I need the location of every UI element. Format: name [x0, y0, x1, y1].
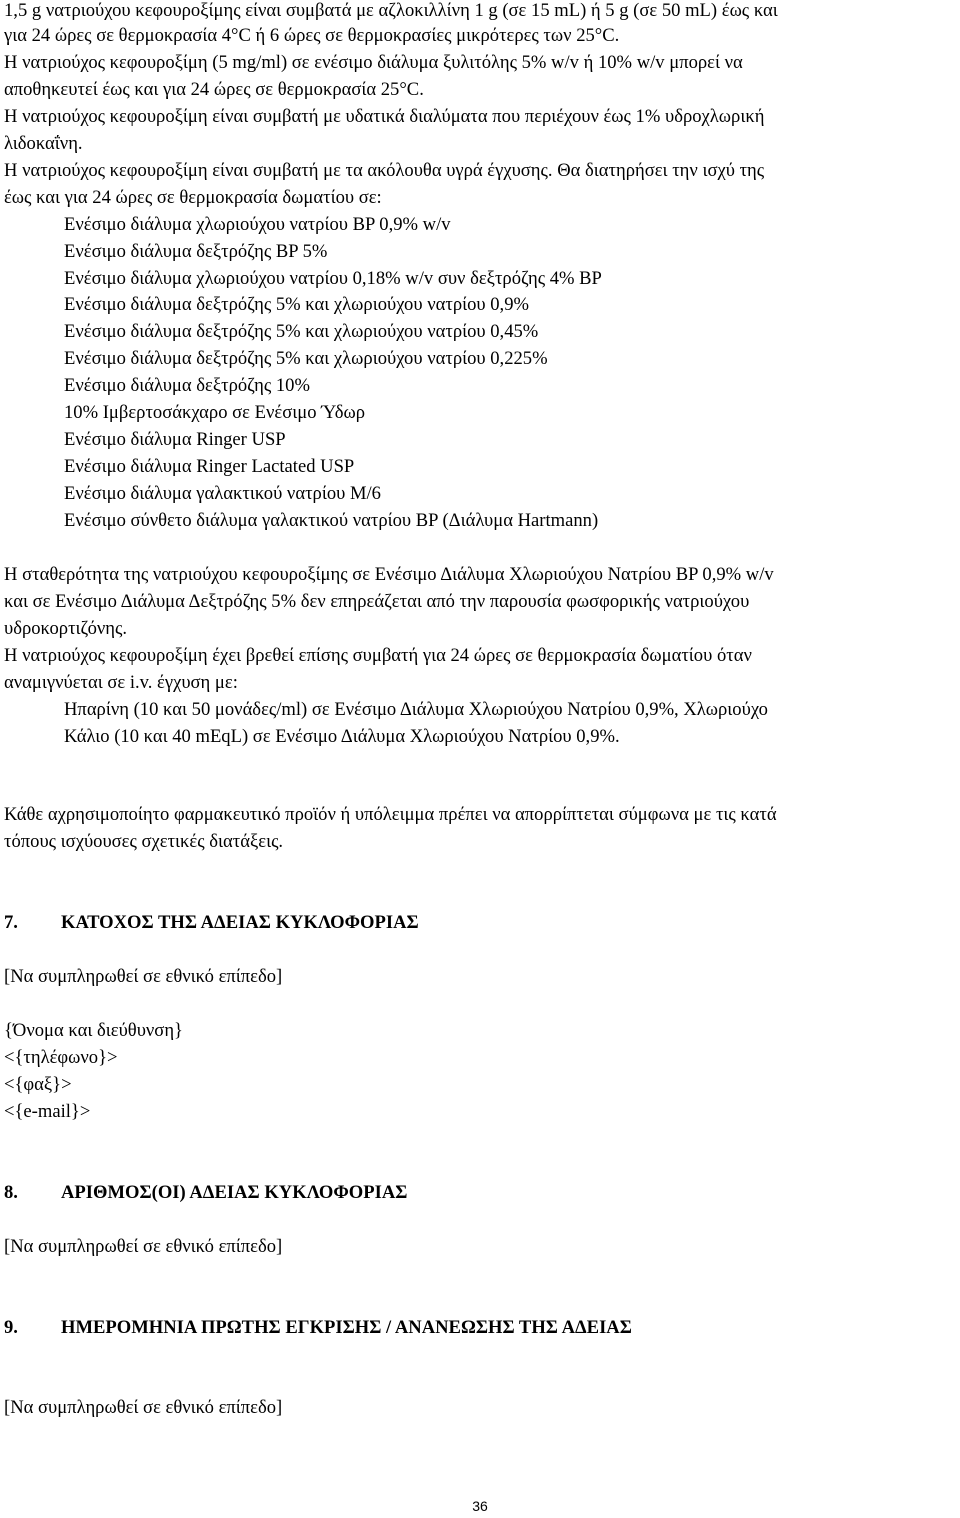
text-line: Η νατριούχος κεφουροξίμη είναι συμβατή με τα ακόλουθα υγρά έγχυσης. Θα διατηρήσει την ισχύ της — [4, 160, 765, 181]
list-item: Κάλιο (10 και 40 mEqL) σε Ενέσιμο Διάλυμα Χλωριούχου Νατρίου 0,9%. — [64, 726, 620, 747]
text-line: Η νατριούχος κεφουροξίμη (5 mg/ml) σε ενέσιμο διάλυμα ξυλιτόλης 5% w/v ή 10% w/v μπορεί να — [4, 52, 743, 73]
list-item: Ενέσιμο σύνθετο διάλυμα γαλακτικού νατρίου BP (Διάλυμα Hartmann) — [64, 510, 599, 531]
list-item: 10% Ιμβερτοσάκχαρο σε Ενέσιμο Ύδωρ — [64, 402, 366, 423]
section-number: 7. — [4, 912, 18, 933]
text-line: λιδοκαΐνη. — [4, 133, 83, 154]
list-item: Ενέσιμο διάλυμα χλωριούχου νατρίου BP 0,9% w/v — [64, 214, 451, 235]
section-number: 8. — [4, 1182, 18, 1203]
section-heading — [4, 1180, 407, 1206]
list-item: Ενέσιμο διάλυμα δεξτρόζης 10% — [64, 375, 310, 396]
contact-line: <{τηλέφωνο}> — [4, 1047, 118, 1068]
section-number: 9. — [4, 1317, 18, 1338]
text-line: έως και για 24 ώρες σε θερμοκρασία δωματίου σε: — [4, 187, 382, 208]
text-line: Η νατριούχος κεφουροξίμη είναι συμβατή με υδατικά διαλύματα που περιέχουν έως 1% υδροχλωρική — [4, 106, 765, 127]
section-title: ΗΜΕΡΟΜΗΝΙΑ ΠΡΩΤΗΣ ΕΓΚΡΙΣΗΣ / ΑΝΑΝΕΩΣΗΣ ΤΗΣ ΑΔΕΙΑΣ — [61, 1317, 632, 1338]
section-title: ΑΡΙΘΜΟΣ(ΟΙ) ΑΔΕΙΑΣ ΚΥΚΛΟΦΟΡΙΑΣ — [61, 1182, 408, 1203]
list-item: Ενέσιμο διάλυμα γαλακτικού νατρίου M/6 — [64, 483, 381, 504]
page-number: 36 — [472, 1498, 488, 1514]
placeholder-note: [Να συμπληρωθεί σε εθνικό επίπεδο] — [4, 1397, 283, 1418]
text-line: τόπους ισχύουσες σχετικές διατάξεις. — [4, 831, 284, 852]
text-line: Κάθε αχρησιμοποίητο φαρμακευτικό προϊόν ή υπόλειμμα πρέπει να απορρίπτεται σύμφωνα με τις κατά — [4, 804, 777, 825]
list-item: Ενέσιμο διάλυμα χλωριούχου νατρίου 0,18% w/v συν δεξτρόζης 4% BP — [64, 268, 602, 289]
text-line: 1,5 g νατριούχου κεφουροξίμης είναι συμβατά με αζλοκιλλίνη 1 g (σε 15 mL) ή 5 g (σε 50 mL) έως και — [4, 0, 778, 21]
text-line: και σε Ενέσιμο Διάλυμα Δεξτρόζης 5% δεν επηρεάζεται από την παρουσία φωσφορικής νατριούχου — [4, 591, 750, 612]
placeholder-note: [Να συμπληρωθεί σε εθνικό επίπεδο] — [4, 966, 283, 987]
list-item: Ενέσιμο διάλυμα δεξτρόζης 5% και χλωριούχου νατρίου 0,225% — [64, 348, 548, 369]
list-item: Ενέσιμο διάλυμα Ringer Lactated USP — [64, 456, 355, 477]
section-heading — [4, 910, 419, 936]
list-item: Ενέσιμο διάλυμα Ringer USP — [64, 429, 286, 450]
text-line: Η νατριούχος κεφουροξίμη έχει βρεθεί επίσης συμβατή για 24 ώρες σε θερμοκρασία δωματίου όταν — [4, 645, 752, 666]
contact-line: {Όνομα και διεύθυνση} — [4, 1020, 183, 1041]
section-heading — [4, 1315, 632, 1341]
list-item: Ενέσιμο διάλυμα δεξτρόζης BP 5% — [64, 241, 328, 262]
text-line: αναμιγνύεται σε i.v. έγχυση με: — [4, 672, 238, 693]
text-line: αποθηκευτεί έως και για 24 ώρες σε θερμοκρασία 25°C. — [4, 79, 424, 100]
contact-line: <{e-mail}> — [4, 1101, 91, 1122]
list-item: Ηπαρίνη (10 και 50 μονάδες/ml) σε Ενέσιμο Διάλυμα Χλωριούχου Νατρίου 0,9%, Χλωριούχο — [64, 699, 768, 720]
text-line: για 24 ώρες σε θερμοκρασία 4°C ή 6 ώρες σε θερμοκρασίες μικρότερες των 25°C. — [4, 25, 620, 46]
text-line: υδροκορτιζόνης. — [4, 618, 128, 639]
placeholder-note: [Να συμπληρωθεί σε εθνικό επίπεδο] — [4, 1236, 283, 1257]
text-line: Η σταθερότητα της νατριούχου κεφουροξίμης σε Ενέσιμο Διάλυμα Χλωριούχου Νατρίου BP 0,9% w/v — [4, 564, 774, 585]
list-item: Ενέσιμο διάλυμα δεξτρόζης 5% και χλωριούχου νατρίου 0,9% — [64, 294, 529, 315]
contact-line: <{φαξ}> — [4, 1074, 72, 1095]
section-title: ΚΑΤΟΧΟΣ ΤΗΣ ΑΔΕΙΑΣ ΚΥΚΛΟΦΟΡΙΑΣ — [61, 912, 419, 933]
list-item: Ενέσιμο διάλυμα δεξτρόζης 5% και χλωριούχου νατρίου 0,45% — [64, 321, 539, 342]
